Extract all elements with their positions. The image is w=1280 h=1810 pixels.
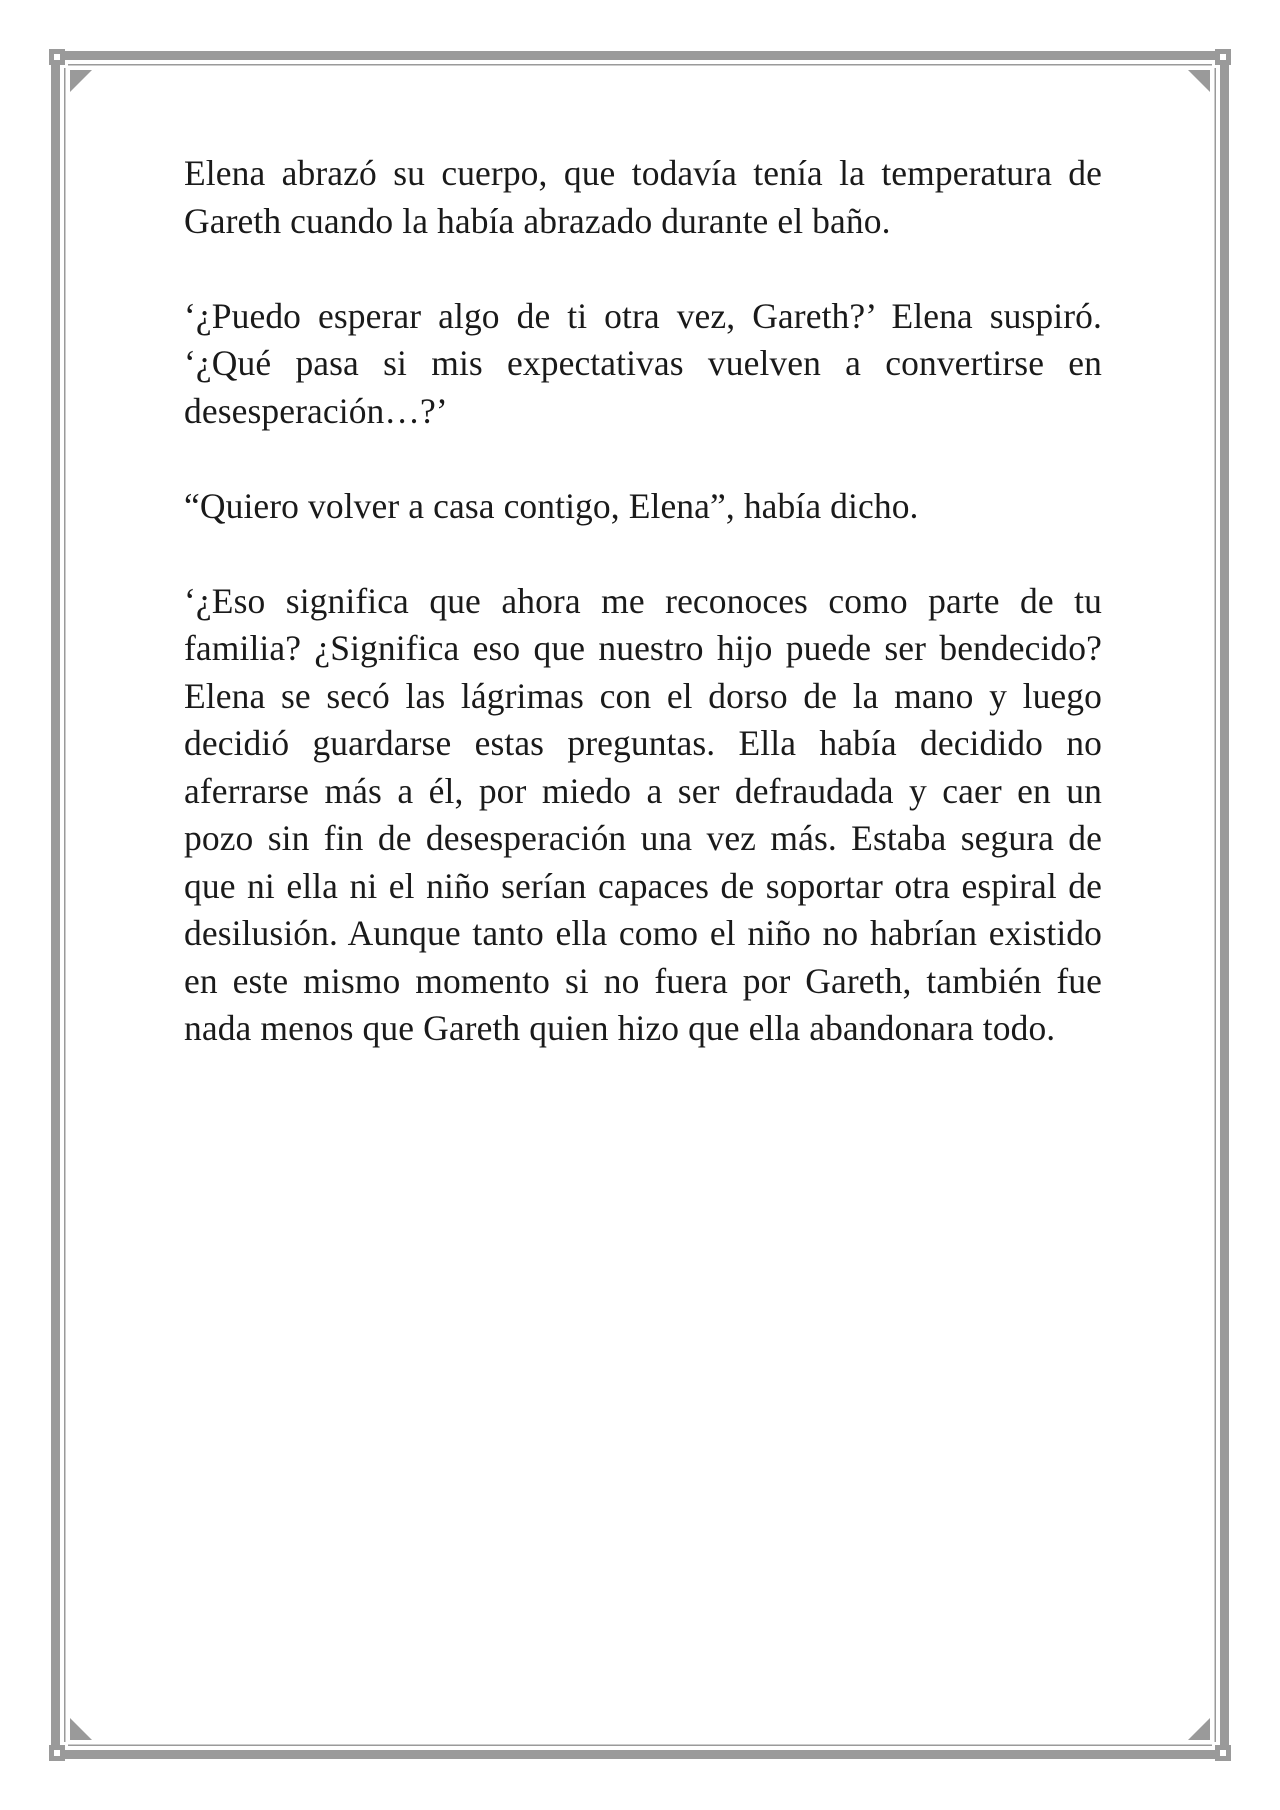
border-top xyxy=(56,51,1224,60)
corner-triangle-tl xyxy=(70,70,92,92)
border-right xyxy=(1220,56,1229,1754)
corner-triangle-tr xyxy=(1188,70,1210,92)
paragraph-4: ‘¿Eso significa que ahora me reconoces como parte de tu familia? ¿Significa eso que nuestro hijo puede ser bendecido? Elena se secó las lágrimas con el dorso de la mano y luego decidió guardarse estas preguntas. Ella había decidido no aferrarse más a él, por miedo a ser defraudada y caer en un pozo sin fin de desesperación una vez más. Estaba segura de que ni ella ni el niño serían capaces de soportar otra espiral de desilusión. Aunque tanto ella como el niño no habrían existido en este mismo momento si no fuera por Gareth, también fue nada menos que Gareth quien hizo que ella abandonara todo. xyxy=(184,580,1102,1048)
paragraph-2: ‘¿Puedo esperar algo de ti otra vez, Gareth?’ Elena suspiró. ‘¿Qué pasa si mis expectativas vuelven a convertirse en desesperación…?’ xyxy=(184,295,1102,431)
corner-triangle-bl xyxy=(70,1718,92,1740)
border-left xyxy=(51,56,60,1754)
corner-triangle-br xyxy=(1188,1718,1210,1740)
paragraph-3: “Quiero volver a casa contigo, Elena”, había dicho. xyxy=(184,485,919,526)
border-bottom xyxy=(56,1750,1224,1759)
page-text xyxy=(184,150,1102,1053)
paragraph-1: Elena abrazó su cuerpo, que todavía tenía la temperatura de Gareth cuando la había abrazado durante el baño. xyxy=(184,153,1102,241)
